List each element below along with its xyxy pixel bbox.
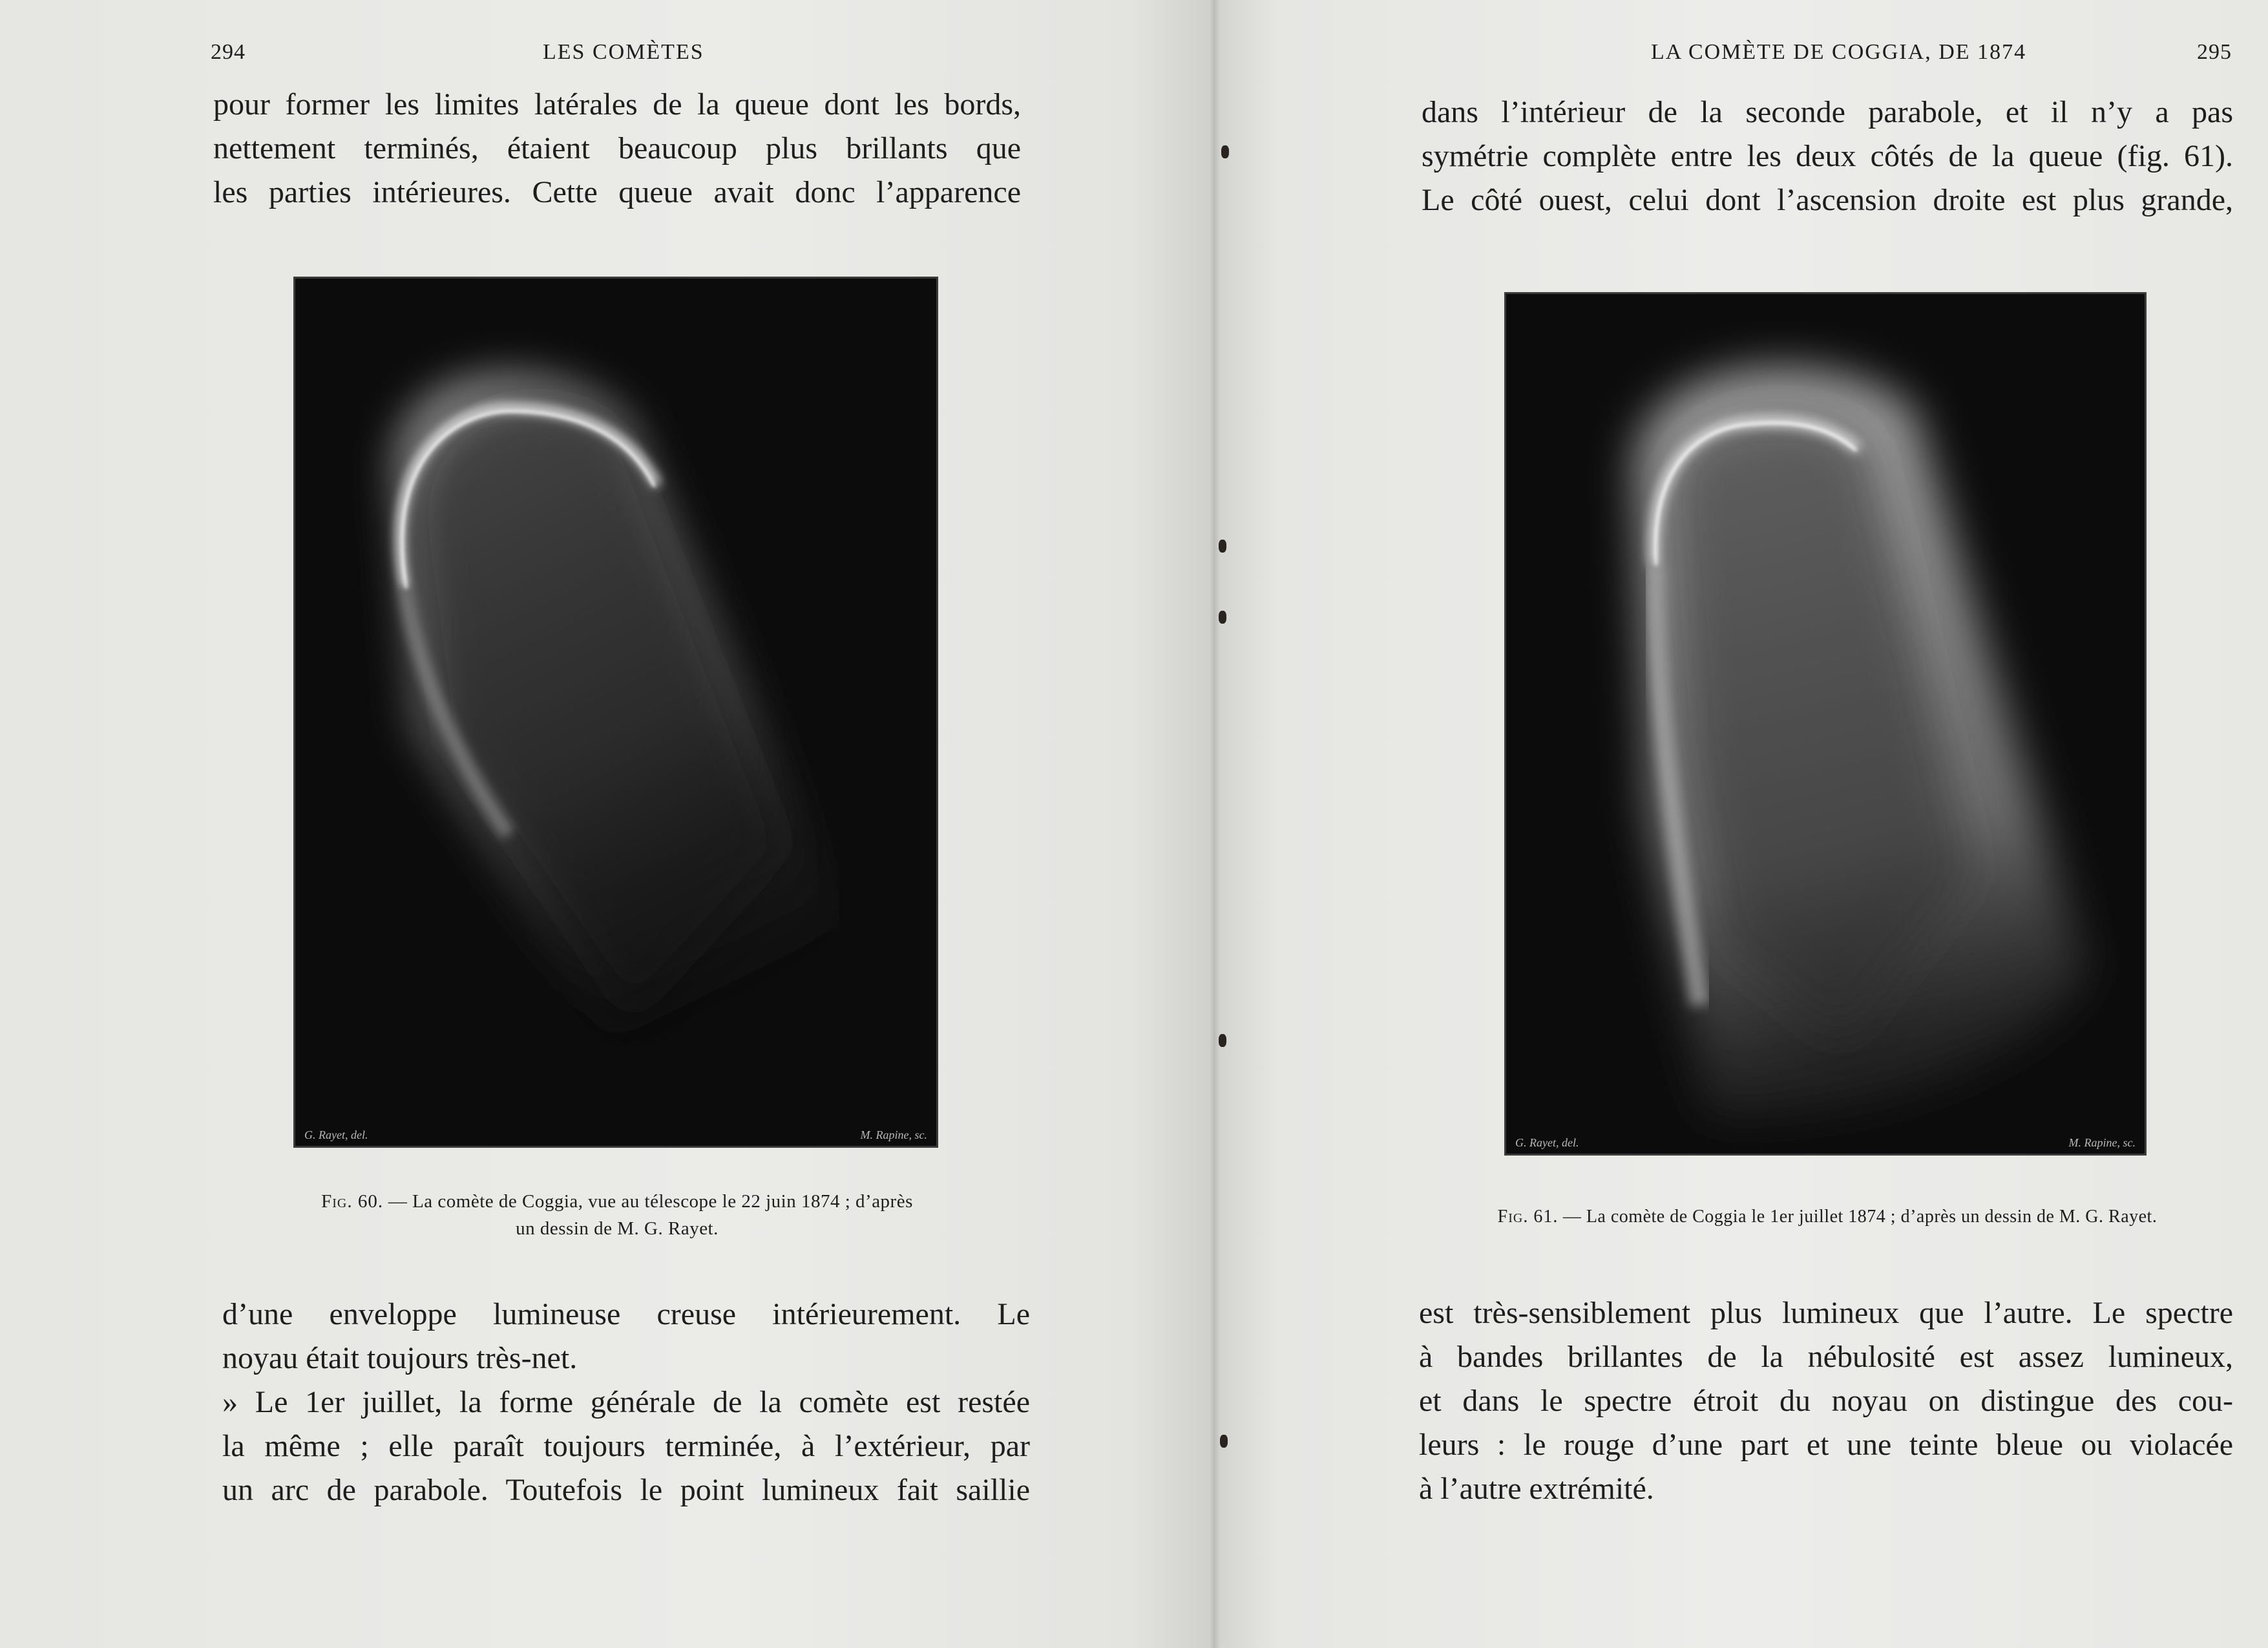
binding-stitch bbox=[1219, 1034, 1226, 1047]
fig60-caption bbox=[213, 1188, 1021, 1242]
book-gutter bbox=[1210, 0, 1220, 1648]
left-bottom-paragraph bbox=[222, 1293, 1030, 1512]
text-line: nettement terminés, étaient beaucoup plus brillants que bbox=[213, 131, 1021, 165]
text-line: symétrie complète entre les deux côtés de la queue (fig. 61). bbox=[1422, 139, 2233, 173]
caption-line: un dessin de M. G. Rayet. bbox=[516, 1218, 719, 1239]
text-line: noyau était toujours très-net. bbox=[222, 1341, 578, 1375]
caption-label: Fig. 61. bbox=[1497, 1207, 1559, 1227]
text-line: dans l’intérieur de la seconde parabole, et il n’y a pas bbox=[1422, 95, 2233, 129]
caption-label: Fig. 60. bbox=[321, 1191, 384, 1212]
left-top-paragraph bbox=[213, 83, 1021, 215]
text-line: Le côté ouest, celui dont l’ascension droite est plus grande, bbox=[1422, 183, 2233, 217]
illustrator-credit: G. Rayet, del. bbox=[1515, 1136, 1579, 1149]
text-line: à l’autre extrémité. bbox=[1419, 1472, 1654, 1506]
right-page-number: 295 bbox=[2197, 40, 2232, 64]
engraver-credit: M. Rapine, sc. bbox=[2068, 1136, 2136, 1149]
binding-stitch bbox=[1219, 611, 1226, 624]
engraver-credit: M. Rapine, sc. bbox=[860, 1128, 927, 1141]
right-bottom-paragraph bbox=[1419, 1291, 2233, 1511]
text-line: à bandes brillantes de la nébulosité est assez lumineux, bbox=[1419, 1340, 2233, 1374]
illustrator-credit: G. Rayet, del. bbox=[304, 1128, 368, 1141]
right-running-head: LA COMÈTE DE COGGIA, DE 1874 bbox=[1651, 40, 2027, 64]
fig61-caption bbox=[1409, 1203, 2246, 1231]
text-line: leurs : le rouge d’une part et une teinte bleue ou violacée bbox=[1419, 1428, 2233, 1462]
text-line: la même ; elle paraît toujours terminée, à l’extérieur, par bbox=[222, 1429, 1030, 1463]
comet-drawing bbox=[1506, 294, 2145, 1154]
text-line: est très-sensiblement plus lumineux que l’autre. Le spectre bbox=[1419, 1296, 2233, 1330]
binding-stitch bbox=[1221, 145, 1229, 158]
text-line: » Le 1er juillet, la forme générale de la comète est restée bbox=[222, 1385, 1030, 1419]
right-top-paragraph bbox=[1422, 90, 2233, 222]
text-line: et dans le spectre étroit du noyau on distingue des cou- bbox=[1419, 1384, 2233, 1418]
binding-stitch bbox=[1219, 540, 1226, 553]
text-line: d’une enveloppe lumineuse creuse intérieurement. Le bbox=[222, 1297, 1030, 1331]
left-page-number: 294 bbox=[211, 40, 246, 64]
text-line: un arc de parabole. Toutefois le point lumineux fait saillie bbox=[222, 1473, 1030, 1507]
text-line: pour former les limites latérales de la queue dont les bords, bbox=[213, 87, 1021, 121]
comet-illustration-fig61 bbox=[1504, 292, 2147, 1156]
caption-text: — La comète de Coggia, vue au télescope le 22 juin 1874 ; d’après bbox=[388, 1191, 913, 1212]
text-line: les parties intérieures. Cette queue avait donc l’apparence bbox=[213, 175, 1021, 209]
caption-line bbox=[213, 1188, 1021, 1215]
caption-line bbox=[1409, 1203, 2246, 1231]
comet-drawing bbox=[295, 279, 936, 1146]
left-running-head: LES COMÈTES bbox=[543, 40, 704, 64]
caption-text: — La comète de Coggia le 1er juillet 1874 ; d’après un dessin de M. G. Rayet. bbox=[1562, 1207, 2158, 1227]
binding-stitch bbox=[1220, 1435, 1228, 1448]
comet-illustration-fig60 bbox=[293, 277, 938, 1148]
